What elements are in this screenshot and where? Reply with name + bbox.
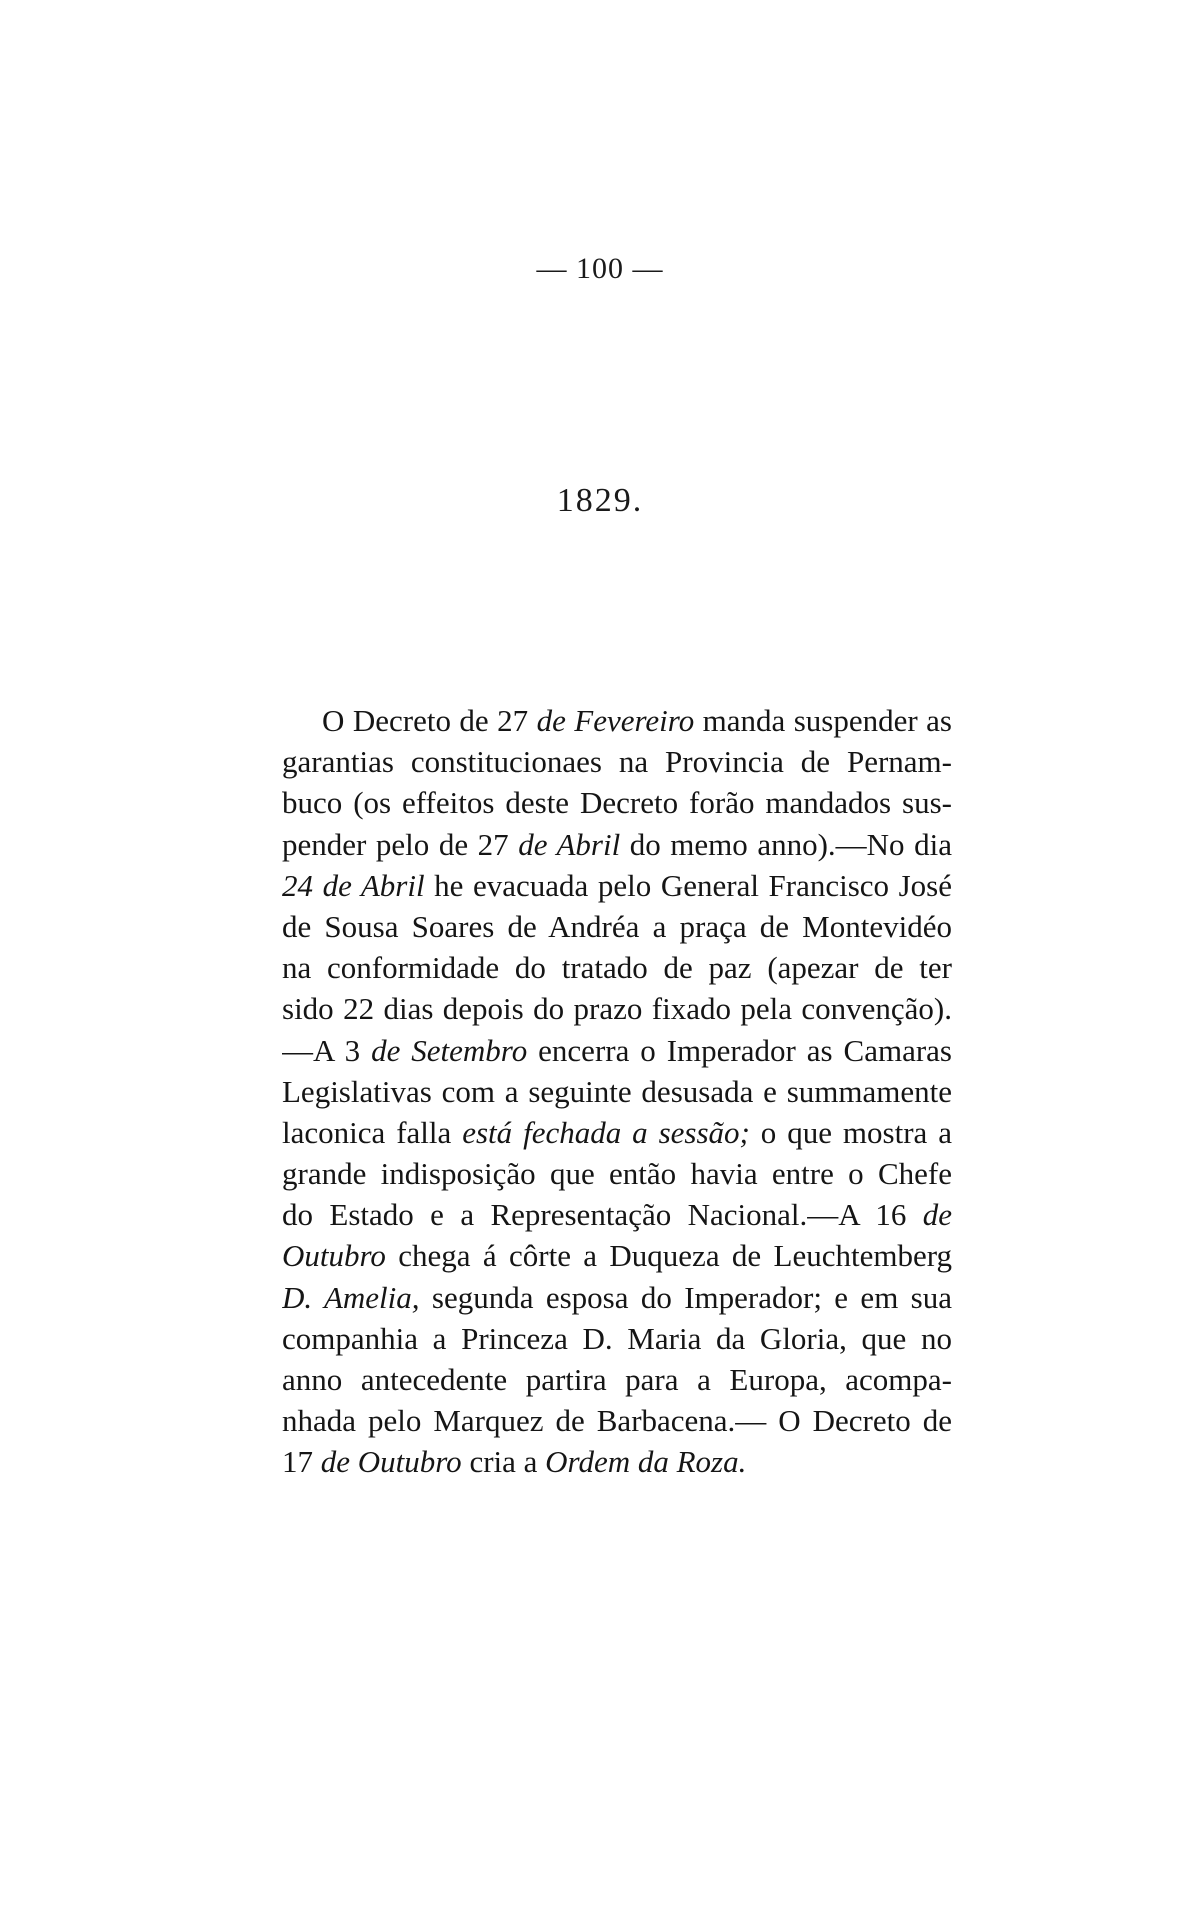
text-run: cria a bbox=[461, 1444, 546, 1480]
text-line bbox=[282, 700, 952, 741]
text-run: garantias constitucionaes na Provincia de Pernam- bbox=[282, 744, 952, 780]
text-run: he evacuada pelo General Francisco José bbox=[424, 867, 952, 903]
text-run: buco (os effeitos deste Decreto forão mandados sus- bbox=[282, 785, 952, 821]
text-line bbox=[282, 947, 952, 988]
text-line bbox=[282, 782, 952, 823]
italic-text-run: D. Amelia, bbox=[282, 1279, 420, 1315]
text-line bbox=[282, 1194, 952, 1235]
text-run: anno antecedente partira para a Europa, acompa- bbox=[282, 1362, 952, 1397]
text-line bbox=[282, 906, 952, 947]
italic-text-run: de bbox=[922, 1197, 952, 1233]
text-run: laconica falla bbox=[282, 1114, 463, 1150]
italic-text-run: de Setembro bbox=[371, 1032, 528, 1068]
italic-text-run: de Fevereiro bbox=[536, 703, 695, 738]
page-number: — 100 — bbox=[536, 252, 664, 285]
text-run: companhia a Princeza D. Maria da Gloria, que no bbox=[282, 1320, 952, 1356]
text-line bbox=[282, 1153, 952, 1194]
italic-text-run: está fechada a sessão; bbox=[462, 1114, 750, 1150]
text-run: do Estado e a Representação Nacional.—A 16 bbox=[282, 1197, 923, 1233]
italic-text-run: de Abril bbox=[518, 826, 621, 862]
text-line bbox=[282, 1359, 952, 1400]
text-run: do memo anno).—No dia bbox=[620, 826, 952, 862]
text-run: grande indisposição que então havia entre o Chefe bbox=[282, 1156, 952, 1192]
text-line bbox=[282, 824, 952, 865]
text-run: nhada pelo Marquez de Barbacena.— O Decreto de bbox=[282, 1403, 952, 1439]
text-line bbox=[282, 741, 952, 782]
text-line bbox=[282, 1071, 952, 1112]
text-line bbox=[282, 1112, 952, 1153]
text-line bbox=[282, 1318, 952, 1359]
text-run: na conformidade do tratado de paz (apezar de ter bbox=[282, 950, 952, 986]
text-run: 17 bbox=[282, 1444, 321, 1480]
italic-text-run: Outubro bbox=[282, 1238, 386, 1274]
text-line bbox=[282, 1235, 952, 1276]
text-run: encerra o Imperador as Camaras bbox=[527, 1032, 952, 1068]
text-run: de Sousa Soares de Andréa a praça de Montevidéo bbox=[282, 908, 952, 944]
text-run: manda suspender as bbox=[694, 703, 952, 738]
text-run: pender pelo de 27 bbox=[282, 826, 519, 862]
italic-text-run: 24 de Abril bbox=[282, 867, 425, 903]
text-line bbox=[282, 1441, 952, 1482]
text-line bbox=[282, 1400, 952, 1441]
italic-text-run: de Outubro bbox=[320, 1444, 462, 1480]
italic-text-run: Ordem da Roza. bbox=[545, 1444, 747, 1480]
text-line bbox=[282, 988, 952, 1029]
text-run: —A 3 bbox=[282, 1032, 372, 1068]
text-run: sido 22 dias depois do prazo fixado pela convenção). bbox=[282, 991, 952, 1027]
text-line bbox=[282, 1030, 952, 1071]
body-paragraph bbox=[282, 700, 952, 1483]
text-run: Legislativas com a seguinte desusada e summamente bbox=[282, 1073, 952, 1109]
section-year-heading: 1829. bbox=[556, 482, 644, 519]
text-run: o que mostra a bbox=[749, 1114, 952, 1150]
text-line bbox=[282, 1277, 952, 1318]
text-run: chega á côrte a Duqueza de Leuchtemberg bbox=[385, 1238, 952, 1274]
text-run: O Decreto de 27 bbox=[322, 703, 537, 738]
text-run: segunda esposa do Imperador; e em sua bbox=[419, 1279, 952, 1315]
text-line bbox=[282, 865, 952, 906]
